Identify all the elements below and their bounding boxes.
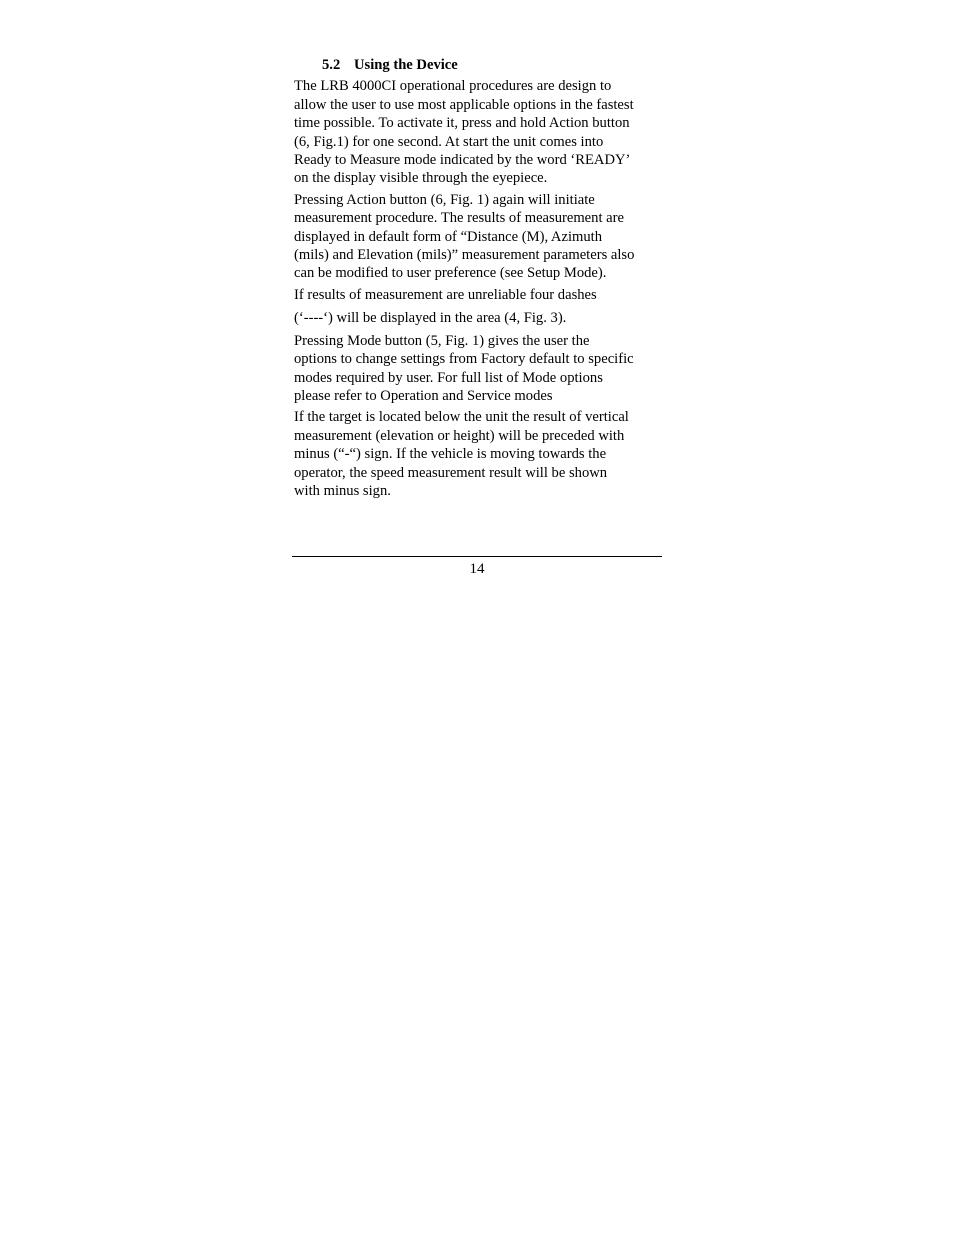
- paragraph-minus-sign: If the target is located below the unit the result of vertical measurement (elevation or height) will be preceded with minus (“-“) sign. If the vehicle is moving towards the operator, the speed measurement result will be shown with minus sign.: [294, 409, 629, 499]
- paragraph-unreliable: If results of measurement are unreliable four dashes: [294, 286, 597, 303]
- paragraph-mode-button: Pressing Mode button (5, Fig. 1) gives the user the options to change settings from Factory default to specific modes required by user. For full list of Mode options please refer to Operation and Service modes: [294, 332, 634, 404]
- paragraph-dashes: (‘----‘) will be displayed in the area (4, Fig. 3).: [294, 310, 567, 327]
- footer-divider: [292, 556, 662, 557]
- page-number: 14: [469, 561, 485, 577]
- section-number: 5.2: [322, 57, 341, 73]
- section-title: Using the Device: [354, 57, 458, 73]
- section-heading: [322, 56, 666, 74]
- page-body: [294, 56, 666, 503]
- paragraph-measurement: Pressing Action button (6, Fig. 1) again will initiate measurement procedure. The results of measurement are displayed in default form of “Distance (M), Azimuth (mils) and Elevation (mils)” measurement parameters also can be modified to user preference (see Setup Mode).: [294, 191, 635, 282]
- paragraph-activation: The LRB 4000CI operational procedures are design to allow the user to use most applicable options in the fastest time possible. To activate it, press and hold Action button (6, Fig.1) for one second. At start the unit comes into Ready to Measure mode indicated by the word ‘READY’ on the display visible through the eyepiece.: [294, 78, 634, 187]
